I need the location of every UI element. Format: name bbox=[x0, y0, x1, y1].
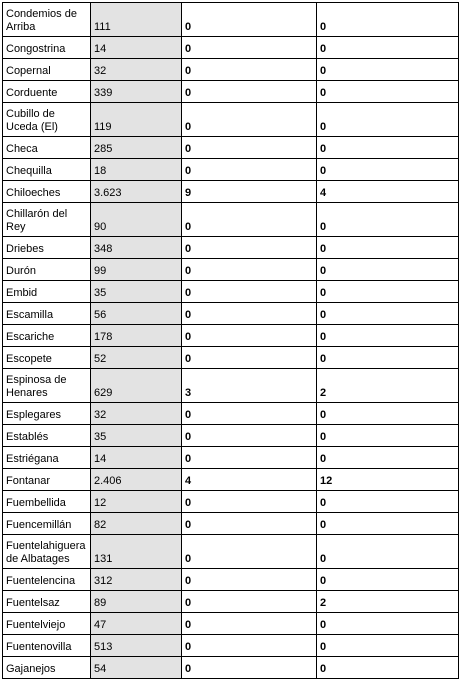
value-b-cell: 0 bbox=[317, 37, 459, 59]
municipality-name-cell: Fuentelencina bbox=[3, 569, 91, 591]
municipality-name-cell: Fuentelviejo bbox=[3, 613, 91, 635]
value-b-cell: 0 bbox=[317, 657, 459, 679]
population-cell: 339 bbox=[91, 81, 182, 103]
municipality-name-cell: Fuembellida bbox=[3, 491, 91, 513]
table-body bbox=[3, 3, 459, 679]
population-cell: 99 bbox=[91, 259, 182, 281]
municipality-name-cell: Driebes bbox=[3, 237, 91, 259]
municipality-name-cell: Establés bbox=[3, 425, 91, 447]
table-row bbox=[3, 469, 459, 491]
value-b-cell: 0 bbox=[317, 403, 459, 425]
table-row bbox=[3, 635, 459, 657]
population-cell: 12 bbox=[91, 491, 182, 513]
municipality-name-cell: Esplegares bbox=[3, 403, 91, 425]
value-b-cell: 0 bbox=[317, 613, 459, 635]
municipality-name-cell: Copernal bbox=[3, 59, 91, 81]
value-b-cell: 0 bbox=[317, 159, 459, 181]
population-cell: 348 bbox=[91, 237, 182, 259]
population-cell: 14 bbox=[91, 37, 182, 59]
table-row bbox=[3, 425, 459, 447]
value-a-cell: 0 bbox=[182, 81, 317, 103]
table-row bbox=[3, 237, 459, 259]
value-a-cell: 4 bbox=[182, 469, 317, 491]
value-a-cell: 0 bbox=[182, 447, 317, 469]
value-a-cell: 0 bbox=[182, 159, 317, 181]
municipality-table bbox=[2, 2, 459, 679]
municipality-name-cell: Escamilla bbox=[3, 303, 91, 325]
value-a-cell: 0 bbox=[182, 347, 317, 369]
municipality-name-cell: Espinosa de Henares bbox=[3, 369, 91, 403]
municipality-name-cell: Estriégana bbox=[3, 447, 91, 469]
table-row bbox=[3, 403, 459, 425]
value-b-cell: 0 bbox=[317, 447, 459, 469]
value-a-cell: 0 bbox=[182, 513, 317, 535]
population-cell: 18 bbox=[91, 159, 182, 181]
value-a-cell: 0 bbox=[182, 635, 317, 657]
table-row bbox=[3, 303, 459, 325]
table-row bbox=[3, 37, 459, 59]
value-b-cell: 0 bbox=[317, 237, 459, 259]
value-a-cell: 0 bbox=[182, 3, 317, 37]
value-a-cell: 0 bbox=[182, 403, 317, 425]
table-row bbox=[3, 159, 459, 181]
municipality-name-cell: Checa bbox=[3, 137, 91, 159]
value-b-cell: 0 bbox=[317, 281, 459, 303]
population-cell: 56 bbox=[91, 303, 182, 325]
value-a-cell: 0 bbox=[182, 425, 317, 447]
population-cell: 14 bbox=[91, 447, 182, 469]
table-row bbox=[3, 259, 459, 281]
population-cell: 89 bbox=[91, 591, 182, 613]
municipality-name-cell: Fuentelahiguera de Albatages bbox=[3, 535, 91, 569]
table-row bbox=[3, 103, 459, 137]
value-b-cell: 0 bbox=[317, 325, 459, 347]
value-b-cell: 0 bbox=[317, 635, 459, 657]
table-row bbox=[3, 369, 459, 403]
value-a-cell: 0 bbox=[182, 59, 317, 81]
municipality-name-cell: Corduente bbox=[3, 81, 91, 103]
table-row bbox=[3, 203, 459, 237]
value-b-cell: 0 bbox=[317, 203, 459, 237]
value-b-cell: 0 bbox=[317, 103, 459, 137]
value-b-cell: 0 bbox=[317, 535, 459, 569]
value-a-cell: 0 bbox=[182, 281, 317, 303]
value-a-cell: 0 bbox=[182, 303, 317, 325]
value-a-cell: 0 bbox=[182, 203, 317, 237]
table-row bbox=[3, 3, 459, 37]
table-row bbox=[3, 491, 459, 513]
population-cell: 35 bbox=[91, 281, 182, 303]
value-b-cell: 12 bbox=[317, 469, 459, 491]
municipality-name-cell: Fontanar bbox=[3, 469, 91, 491]
value-b-cell: 0 bbox=[317, 347, 459, 369]
value-b-cell: 0 bbox=[317, 137, 459, 159]
municipality-name-cell: Chillarón del Rey bbox=[3, 203, 91, 237]
population-cell: 35 bbox=[91, 425, 182, 447]
population-cell: 312 bbox=[91, 569, 182, 591]
table-row bbox=[3, 325, 459, 347]
population-cell: 54 bbox=[91, 657, 182, 679]
value-b-cell: 2 bbox=[317, 591, 459, 613]
municipality-name-cell: Escariche bbox=[3, 325, 91, 347]
table-row bbox=[3, 181, 459, 203]
value-b-cell: 0 bbox=[317, 569, 459, 591]
population-cell: 90 bbox=[91, 203, 182, 237]
population-cell: 131 bbox=[91, 535, 182, 569]
table-row bbox=[3, 591, 459, 613]
value-a-cell: 0 bbox=[182, 535, 317, 569]
municipality-name-cell: Embid bbox=[3, 281, 91, 303]
value-b-cell: 0 bbox=[317, 259, 459, 281]
value-b-cell: 0 bbox=[317, 303, 459, 325]
table-row bbox=[3, 281, 459, 303]
population-cell: 47 bbox=[91, 613, 182, 635]
population-cell: 285 bbox=[91, 137, 182, 159]
population-cell: 2.406 bbox=[91, 469, 182, 491]
table-row bbox=[3, 569, 459, 591]
value-a-cell: 0 bbox=[182, 569, 317, 591]
population-cell: 111 bbox=[91, 3, 182, 37]
municipality-name-cell: Gajanejos bbox=[3, 657, 91, 679]
municipality-name-cell: Chequilla bbox=[3, 159, 91, 181]
table-row bbox=[3, 137, 459, 159]
population-cell: 513 bbox=[91, 635, 182, 657]
value-b-cell: 0 bbox=[317, 491, 459, 513]
value-a-cell: 0 bbox=[182, 103, 317, 137]
population-cell: 52 bbox=[91, 347, 182, 369]
municipality-name-cell: Escopete bbox=[3, 347, 91, 369]
population-cell: 629 bbox=[91, 369, 182, 403]
table-row bbox=[3, 81, 459, 103]
value-b-cell: 0 bbox=[317, 81, 459, 103]
population-cell: 3.623 bbox=[91, 181, 182, 203]
table-row bbox=[3, 535, 459, 569]
value-a-cell: 0 bbox=[182, 137, 317, 159]
table-row bbox=[3, 657, 459, 679]
population-cell: 119 bbox=[91, 103, 182, 137]
municipality-name-cell: Fuencemillán bbox=[3, 513, 91, 535]
table-row bbox=[3, 447, 459, 469]
value-b-cell: 0 bbox=[317, 513, 459, 535]
value-a-cell: 0 bbox=[182, 37, 317, 59]
value-a-cell: 3 bbox=[182, 369, 317, 403]
population-cell: 32 bbox=[91, 59, 182, 81]
table-row bbox=[3, 613, 459, 635]
value-a-cell: 0 bbox=[182, 325, 317, 347]
population-cell: 32 bbox=[91, 403, 182, 425]
value-b-cell: 0 bbox=[317, 425, 459, 447]
value-b-cell: 4 bbox=[317, 181, 459, 203]
table-row bbox=[3, 59, 459, 81]
municipality-name-cell: Congostrina bbox=[3, 37, 91, 59]
value-b-cell: 0 bbox=[317, 3, 459, 37]
municipality-name-cell: Cubillo de Uceda (El) bbox=[3, 103, 91, 137]
value-a-cell: 9 bbox=[182, 181, 317, 203]
value-b-cell: 0 bbox=[317, 59, 459, 81]
municipality-name-cell: Fuentelsaz bbox=[3, 591, 91, 613]
municipality-name-cell: Chiloeches bbox=[3, 181, 91, 203]
value-a-cell: 0 bbox=[182, 613, 317, 635]
population-cell: 178 bbox=[91, 325, 182, 347]
value-a-cell: 0 bbox=[182, 591, 317, 613]
municipality-name-cell: Condemios de Arriba bbox=[3, 3, 91, 37]
value-b-cell: 2 bbox=[317, 369, 459, 403]
population-cell: 82 bbox=[91, 513, 182, 535]
table-row bbox=[3, 347, 459, 369]
municipality-name-cell: Fuentenovilla bbox=[3, 635, 91, 657]
municipality-name-cell: Durón bbox=[3, 259, 91, 281]
table-row bbox=[3, 513, 459, 535]
value-a-cell: 0 bbox=[182, 491, 317, 513]
value-a-cell: 0 bbox=[182, 657, 317, 679]
value-a-cell: 0 bbox=[182, 259, 317, 281]
value-a-cell: 0 bbox=[182, 237, 317, 259]
